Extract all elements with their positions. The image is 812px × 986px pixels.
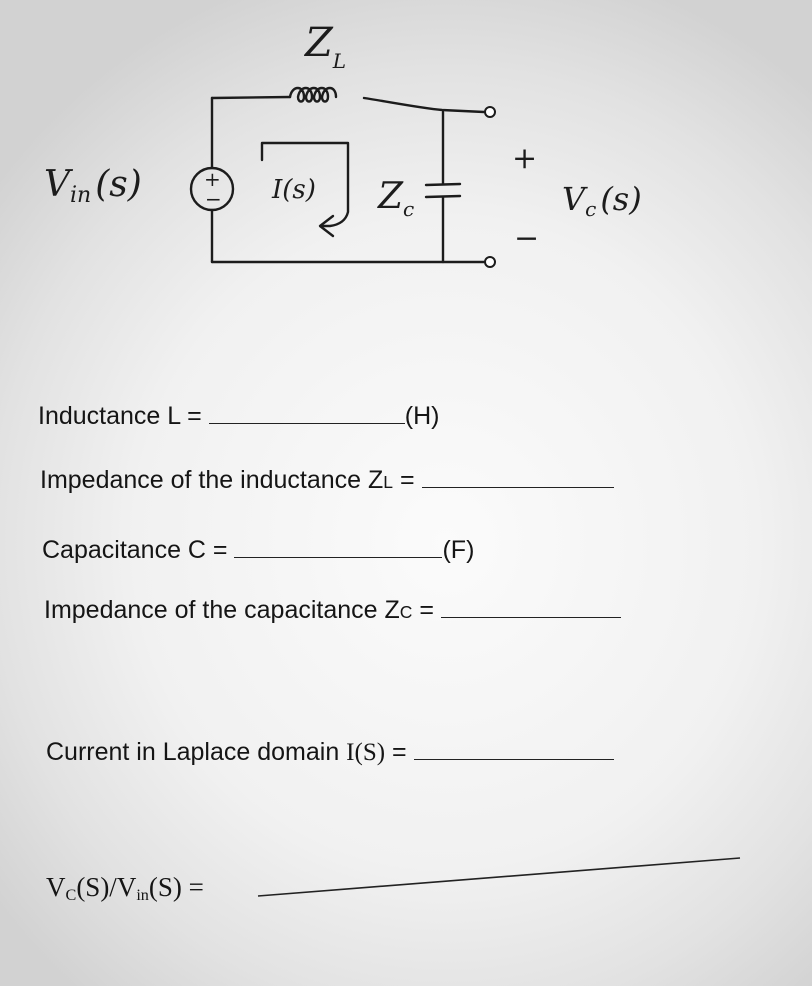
capacitance-unit: (F) [442,536,475,564]
transfer-function-label: $V_C(S)/V_{in}(S)$ = [46,872,204,905]
inductor-coil [290,88,336,102]
impedance-capacitance-label: Impedance of the capacitance ZC = [44,596,434,624]
transfer-function-blank[interactable] [256,852,746,902]
capacitor-plate-1 [426,184,460,185]
current-label: Current in Laplace domain I(S) = [46,738,407,766]
impedance-inductance-blank[interactable] [422,469,614,488]
capacitance-blank[interactable] [234,539,442,558]
capacitance-label: Capacitance C = [42,536,228,564]
capacitance-question [42,536,474,565]
inductor-label: $Z_L$ [305,20,347,73]
terminal-minus-label: − [514,221,540,256]
wire-top-left [212,97,290,98]
circuit-diagram [0,0,812,300]
transfer-function-question [46,872,204,905]
terminal-top [485,107,495,117]
source-label: Vin (s) [44,164,142,208]
terminal-bottom [485,257,495,267]
current-question [46,738,614,767]
impedance-inductance-label: Impedance of the inductance ZL = [40,466,415,494]
current-blank[interactable] [414,741,614,760]
inductance-blank[interactable] [209,405,405,424]
output-label: Vc (s) [562,180,642,221]
source-plus: + [204,167,221,191]
capacitor-label: $Z_c$ [378,176,415,221]
impedance-capacitance-question [44,596,621,625]
source-minus: − [205,187,222,211]
terminal-plus-label: + [512,141,538,176]
impedance-capacitance-blank[interactable] [441,599,621,618]
inductance-question [38,402,439,431]
inductance-label: Inductance L = [38,402,202,430]
wire-top-right [364,98,484,112]
inductance-unit: (H) [404,402,440,430]
current-label: I(s) [272,175,316,205]
impedance-inductance-question [40,466,614,495]
